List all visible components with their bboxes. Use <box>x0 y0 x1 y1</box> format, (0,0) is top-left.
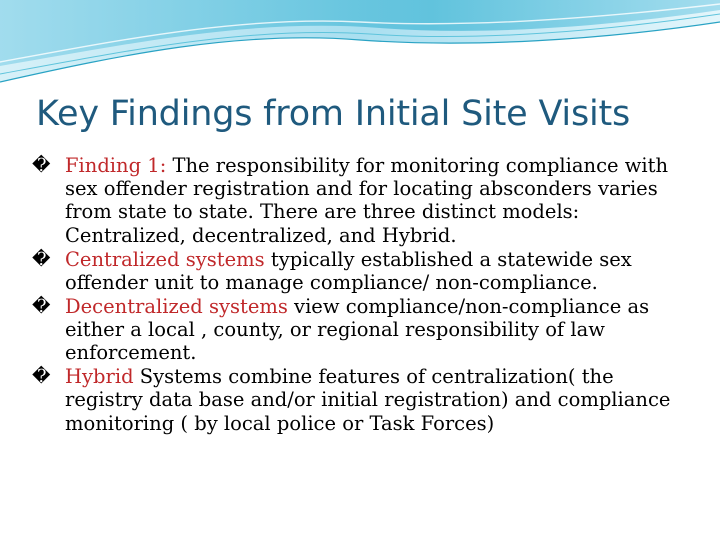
bullet-marker-icon: � <box>32 295 51 317</box>
list-item <box>32 295 692 365</box>
bullet-marker-icon: � <box>32 248 51 270</box>
slide-title: Key Findings from Initial Site Visits <box>36 94 631 134</box>
bullet-marker-icon: � <box>32 366 51 388</box>
bullet-text: The responsibility for monitoring compliance with sex offender registration and for locating absconders varies from state to state. There are three distinct models: Centralized, decentralized, and Hybrid. <box>65 154 669 247</box>
bullet-highlight: Hybrid <box>65 365 134 389</box>
bullet-text: view compliance/non-compliance as either a local , county, or regional responsibility of law enforcement. <box>65 294 650 365</box>
bullet-text: typically established a statewide sex offender unit to manage compliance/ non-compliance. <box>65 247 632 294</box>
list-item <box>32 365 692 435</box>
bullet-highlight: Finding 1: <box>65 154 173 177</box>
list-item <box>32 154 692 247</box>
header-wave-decoration <box>0 0 720 90</box>
findings-list <box>32 154 692 436</box>
bullet-marker-icon: � <box>32 155 51 176</box>
bullet-highlight: Decentralized systems <box>65 294 288 318</box>
bullet-text: Systems combine features of centralization( the registry data base and/or initial registration) and compliance monitoring ( by local police or Task Forces) <box>65 365 671 435</box>
bullet-highlight: Centralized systems <box>65 247 265 271</box>
list-item <box>32 248 692 294</box>
